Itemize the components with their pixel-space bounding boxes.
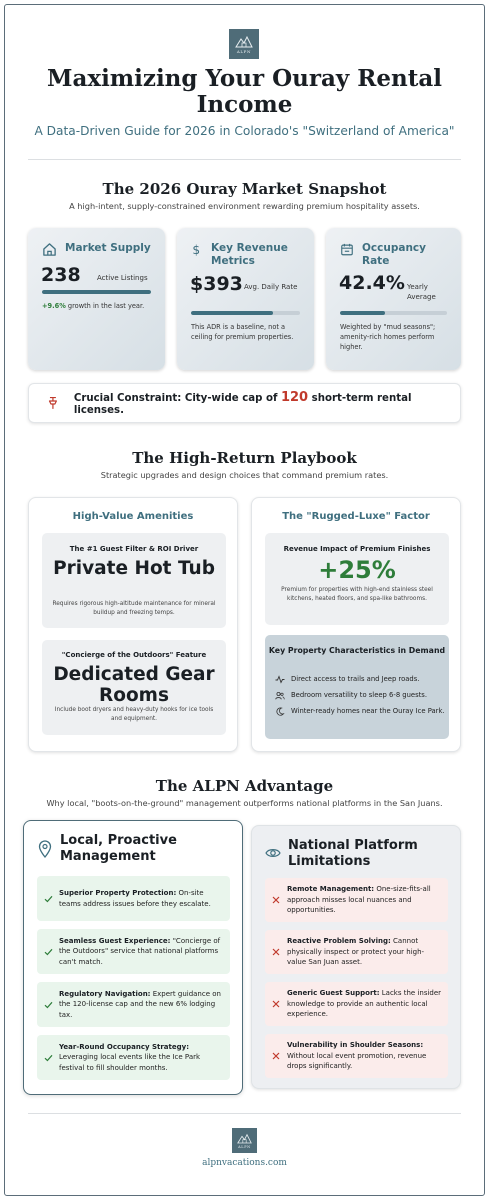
x-icon [272,948,280,956]
amenities-title: High-Value Amenities [72,511,194,522]
occupancy-note: Weighted by "mud seasons"; amenity-rich homes perform higher. [340,323,436,351]
calendar-icon [340,242,354,257]
constraint-suffix: short-term rental licenses. [73,393,412,416]
characteristics-panel [265,635,449,739]
page-subtitle: A Data-Driven Guide for 2026 in Colorado's "Switzerland of America" [34,124,455,138]
supply-label: Market Supply [65,242,151,254]
hot-tub-kicker: The #1 Guest Filter & ROI Driver [69,545,199,553]
footer-logo-text: ALPN [238,1145,251,1149]
snapshot-heading: The 2026 Ouray Market Snapshot [102,180,387,198]
revenue-unit: Avg. Daily Rate [244,283,298,291]
website-link[interactable]: alpnvacations.com [202,1158,287,1168]
revenue-note: This ADR is a baseline, not a ceiling for premium properties. [191,323,294,341]
local-benefit-text [59,888,230,909]
characteristic-text: Winter-ready homes near the Ouray Ice Park. [291,707,445,715]
supply-value: 238 [41,264,81,286]
characteristic-item [275,690,445,700]
benefit-title: Seamless Guest Experience: [59,936,171,945]
local-benefit-item [37,982,230,1027]
finishes-panel [265,533,449,625]
x-icon [272,1052,280,1060]
revenue-card [177,228,314,370]
growth-text: growth in the last year. [67,302,145,310]
advantage-heading: The ALPN Advantage [155,777,334,795]
limitation-title: Remote Management: [287,885,375,894]
finishes-value: +25% [318,556,396,584]
occupancy-label: Occupancy Rate [362,242,426,267]
benefit-title: Superior Property Protection: [59,889,177,897]
national-limitation-item [265,878,448,922]
check-icon [44,895,53,903]
limitation-title: Generic Guest Support: [287,989,380,998]
benefit-title: Year-Round Occupancy Strategy: [59,1042,189,1051]
occupancy-card [326,228,461,370]
constraint-banner [28,383,461,423]
logo-text: ALPN [236,49,252,54]
national-limitation-item [265,1034,448,1078]
benefit-title: Regulatory Navigation: [59,989,151,998]
characteristic-text: Direct access to trails and Jeep roads. [291,675,420,683]
limitation-text [287,1040,448,1072]
local-title: Local, Proactive Management [60,833,177,864]
footer-logo [232,1128,257,1153]
check-icon [44,1001,53,1009]
advantage-lead: Why local, "boots-on-the-ground" management outperforms national platforms in the San Juans. [46,798,443,808]
local-benefit-text [59,1042,230,1074]
eye-icon [265,847,281,859]
local-benefit-text [59,936,230,968]
playbook-heading: The High-Return Playbook [132,449,357,467]
benefit-desc: "Concierge of the Outdoors" service that national platforms can't match. [59,936,221,966]
characteristic-item [275,706,445,716]
characteristics-title: Key Property Characteristics in Demand [268,646,446,655]
national-title: National Platform Limitations [288,838,418,869]
market-supply-card [28,228,165,370]
benefit-desc: Leveraging local events like the Ice Park festival to fill shoulder months. [59,1053,201,1072]
svg-text:$: $ [192,243,201,257]
dollar-icon [191,242,203,257]
occupancy-unit: Yearly Average [407,283,436,301]
moon-icon [275,707,285,716]
national-limitation-item [265,982,448,1026]
revenue-label: Key Revenue Metrics [211,242,288,267]
limitation-title: Reactive Problem Solving: [287,937,391,946]
pin-marker-icon [47,396,59,410]
limitation-desc: One-size-fits-all approach misses local nuances and opportunities. [287,885,431,915]
mountain-icon [237,1132,252,1144]
limitation-text [287,884,448,916]
check-icon [44,948,53,956]
benefit-desc: Expert guidance on the 120-license cap and the new 6% lodging tax. [59,989,221,1019]
gear-desc: Include boot dryers and heavy-duty hooks for ice tools and equipment. [54,707,214,722]
gear-kicker: "Concierge of the Outdoors" Feature [61,651,207,659]
limitation-desc: Lacks the insider knowledge to provide an authentic local experience. [287,989,442,1019]
home-icon [42,242,57,257]
x-icon [272,896,280,904]
alpn-logo [229,29,259,59]
local-benefit-item [37,929,230,974]
limitation-title: Vulnerability in Shoulder Seasons: [287,1041,424,1050]
activity-icon [275,675,285,684]
national-platform-card [251,825,461,1089]
rugged-title: The "Rugged-Luxe" Factor [282,511,430,522]
check-icon [44,1054,53,1062]
supply-unit: Active Listings [97,274,148,282]
supply-bar-fill [42,290,151,294]
revenue-bar [191,311,300,315]
rugged-luxe-card [251,497,461,752]
supply-growth [42,301,154,311]
local-benefit-text [59,989,230,1021]
x-icon [272,1000,280,1008]
hot-tub-panel [42,533,226,628]
users-icon [275,691,285,700]
amenities-card [28,497,238,752]
limitation-desc: Without local event promotion, revenue drops significantly. [287,1051,427,1071]
occupancy-bar-fill [340,311,385,315]
gear-value: Dedicated Gear Rooms [53,664,215,706]
characteristic-item [275,674,445,684]
revenue-bar-fill [191,311,273,315]
finishes-kicker: Revenue Impact of Premium Finishes [283,545,431,553]
local-management-card [23,820,243,1095]
mountain-icon [235,34,253,48]
finishes-desc: Premium for properties with high-end stainless steel kitchens, heated floors, and spa-like bathrooms. [281,587,433,602]
occupancy-bar [340,311,447,315]
limitation-text [287,936,448,968]
location-pin-icon [38,840,52,858]
national-limitation-item [265,930,448,974]
local-benefit-item [37,876,230,921]
characteristic-text: Bedroom versatility to sleep 6-8 guests. [291,691,428,699]
growth-value: +9.6% [42,302,66,310]
local-benefit-item [37,1035,230,1080]
page-title: Maximizing Your Ouray Rental Income [47,65,442,118]
divider [28,159,461,160]
revenue-value: $393 [190,273,243,295]
limitation-desc: Cannot physically inspect or protect your high-value San Juan asset. [287,937,425,967]
hot-tub-value: Private Hot Tub [53,558,215,579]
hot-tub-desc: Requires rigorous high-altitude maintenance for mineral buildup and freezing temps. [52,601,216,616]
supply-bar [42,290,151,294]
constraint-prefix: Crucial Constraint: City-wide cap of [73,393,278,404]
benefit-desc: On-site teams address issues before they escalate. [59,889,211,908]
occupancy-value: 42.4% [339,272,405,294]
playbook-lead: Strategic upgrades and design choices that command premium rates. [100,470,389,480]
snapshot-lead: A high-intent, supply-constrained environment rewarding premium hospitality assets. [69,201,420,211]
gear-room-panel [42,640,226,735]
constraint-number: 120 [280,390,309,405]
limitation-text [287,988,448,1020]
constraint-text [74,390,460,416]
divider [28,1113,461,1114]
